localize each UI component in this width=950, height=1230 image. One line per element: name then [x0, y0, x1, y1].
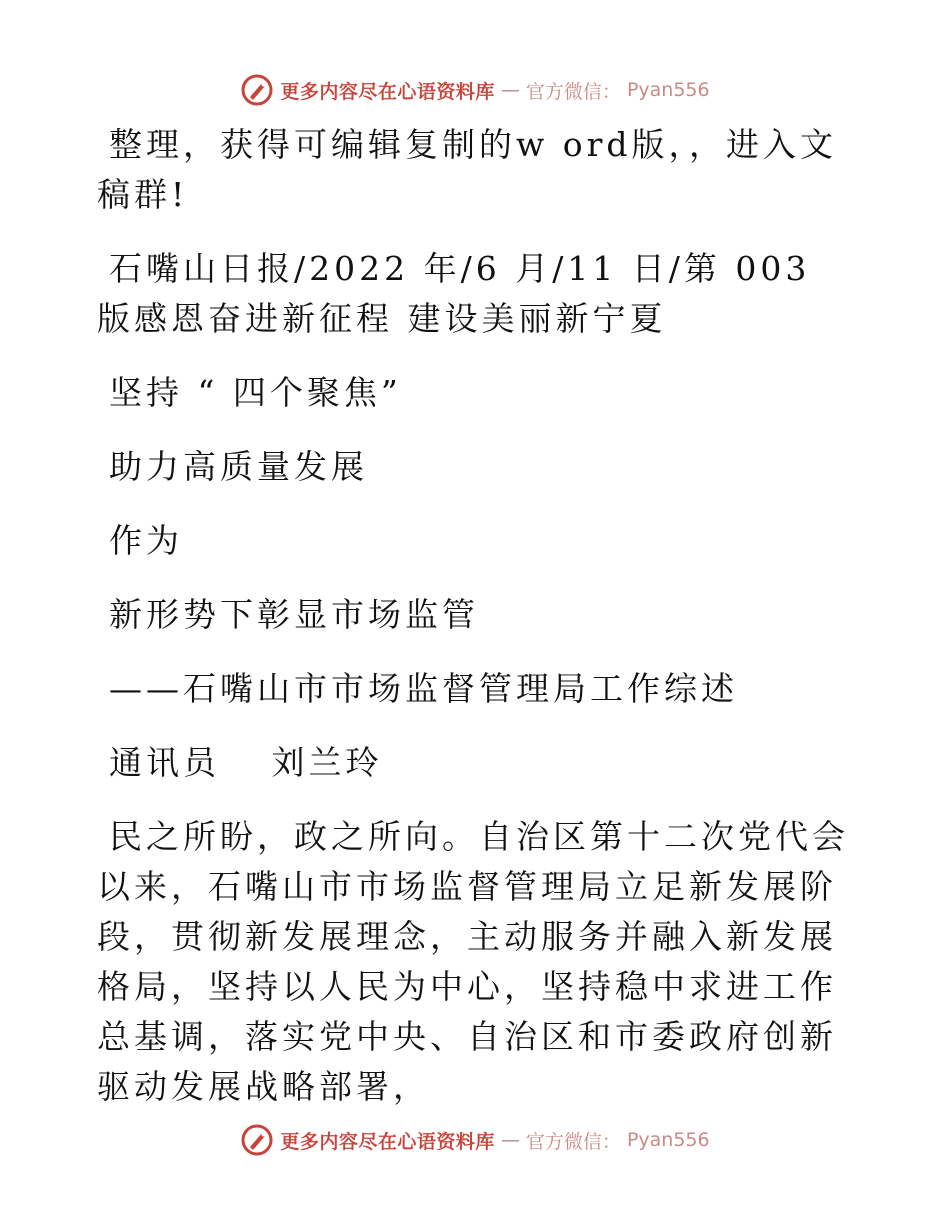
footer-watermark: [0, 1120, 950, 1160]
watermark-official-label: 官方微信：: [525, 1130, 621, 1153]
paragraph-headline-3: 作为: [109, 521, 183, 560]
watermark-separator: —: [500, 79, 520, 101]
paragraph-body: 民之所盼，政之所向。自治区第十二次党代会以来，石嘴山市市场监督管理局立足新发展阶段，贯彻新发展理念，主动服务并融入新发展格局，坚持以人民为中心，坚持稳中求进工作总基调，落实党中央、自治区和市委政府创新驱动发展战略部署，: [97, 817, 849, 1106]
pen-nib-circle-icon: [240, 73, 274, 107]
watermark-site-text: 更多内容尽在心语资料库: [280, 80, 495, 103]
paragraph-headline-2: 助力高质量发展: [109, 447, 368, 486]
watermark-wechat-id: Pyan556: [626, 79, 710, 101]
watermark-separator: —: [500, 1129, 520, 1151]
pen-nib-circle-icon: [240, 1123, 274, 1157]
paragraph-byline: 通讯员 刘兰玲: [109, 743, 383, 782]
paragraph-intro: 整理，获得可编辑复制的w ord版，，进入文稿群!: [97, 125, 838, 214]
paragraph-headline-1: 坚持 “ 四个聚焦”: [109, 373, 402, 412]
header-watermark: [0, 70, 950, 110]
watermark-official-label: 官方微信：: [525, 80, 621, 103]
watermark-site-text: 更多内容尽在心语资料库: [280, 1130, 495, 1153]
watermark-wechat-id: Pyan556: [626, 1129, 710, 1151]
paragraph-subtitle: ——石嘴山市市场监督管理局工作综述: [109, 669, 738, 708]
document-body: [97, 120, 857, 1136]
paragraph-source-line: 石嘴山日报/2022 年/6 月/11 日/第 003 版感恩奋进新征程 建设美丽新宁夏: [97, 249, 825, 338]
paragraph-headline-4: 新形势下彰显市场监管: [109, 595, 479, 634]
